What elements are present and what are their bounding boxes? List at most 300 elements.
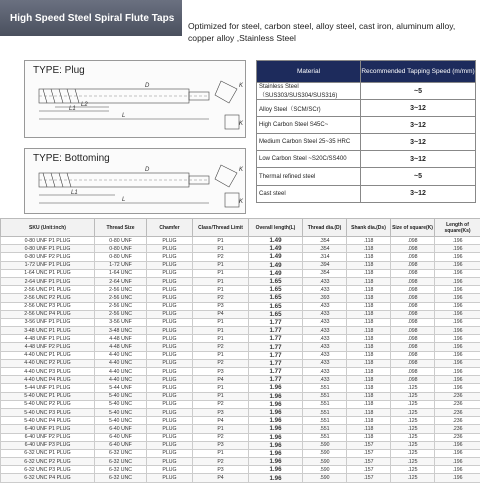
class-limit-cell: P3 <box>193 441 249 449</box>
overall-length-header: Overall length(L) <box>249 219 303 237</box>
shank-dia-cell: .157 <box>347 474 391 482</box>
sku-cell: 0-80 UNF P1 PLUG <box>1 245 95 253</box>
shank-dia-cell: .118 <box>347 335 391 343</box>
class-limit-cell: P3 <box>193 466 249 474</box>
shank-dia-cell: .118 <box>347 359 391 367</box>
overall-length-cell: 1.65 <box>249 286 303 294</box>
table-row <box>1 327 480 335</box>
chamfer-cell: PLUG <box>147 294 193 302</box>
square-size-cell: .125 <box>391 466 435 474</box>
thread-size-cell: 5-40 UNC <box>95 408 147 416</box>
table-row <box>1 343 480 351</box>
tapping-speed: 3~12 <box>361 185 476 202</box>
table-row <box>1 474 480 482</box>
chamfer-cell: PLUG <box>147 327 193 335</box>
thread-dia-cell: .551 <box>303 392 347 400</box>
chamfer-cell: PLUG <box>147 286 193 294</box>
thread-size-cell: 5-40 UNC <box>95 417 147 425</box>
product-description: Optimized for steel, carbon steel, alloy steel, cast iron, aluminum alloy, copper alloy ,Stainless Steel <box>188 20 478 44</box>
thread-size-cell: 5-40 UNC <box>95 392 147 400</box>
tapping-speed: 3~12 <box>361 134 476 151</box>
thread-dia-cell: .433 <box>303 302 347 310</box>
material-row <box>257 100 476 117</box>
dim-l1-label: L1 <box>69 106 76 112</box>
thread-dia-cell: .551 <box>303 400 347 408</box>
class-limit-cell: P1 <box>193 449 249 457</box>
overall-length-cell: 1.77 <box>249 343 303 351</box>
material-name: Stainless Steel（SUS303/SUS304/SUS316) <box>257 83 361 100</box>
class-limit-cell: P1 <box>193 261 249 269</box>
sku-cell: 5-40 UNC P3 PLUG <box>1 408 95 416</box>
thread-dia-cell: .551 <box>303 384 347 392</box>
square-size-cell: .125 <box>391 392 435 400</box>
chamfer-cell: PLUG <box>147 376 193 384</box>
sku-cell: 0-80 UNF P1 PLUG <box>1 237 95 245</box>
square-length-cell: .196 <box>435 474 480 482</box>
thread-dia-cell: .590 <box>303 441 347 449</box>
sku-cell: 3-48 UNC P1 PLUG <box>1 327 95 335</box>
sku-cell: 6-40 UNF P3 PLUG <box>1 441 95 449</box>
class-limit-cell: P3 <box>193 302 249 310</box>
tapping-speed: ~5 <box>361 83 476 100</box>
thread-dia-cell: .394 <box>303 261 347 269</box>
square-size-cell: .098 <box>391 286 435 294</box>
square-length-cell: .196 <box>435 277 480 285</box>
tapping-speed: 3~12 <box>361 151 476 168</box>
table-row <box>1 441 480 449</box>
square-length-cell: .196 <box>435 302 480 310</box>
square-length-cell: .196 <box>435 343 480 351</box>
class-limit-cell: P3 <box>193 408 249 416</box>
thread-size-cell: 1-64 UNC <box>95 269 147 277</box>
bottoming-diagram <box>24 148 246 214</box>
shank-dia-cell: .118 <box>347 384 391 392</box>
class-limit-cell: P1 <box>193 384 249 392</box>
class-limit-cell: P4 <box>193 474 249 482</box>
thread-size-cell: 6-32 UNC <box>95 466 147 474</box>
chamfer-cell: PLUG <box>147 253 193 261</box>
material-name: Cast steel <box>257 185 361 202</box>
table-row <box>1 433 480 441</box>
class-limit-cell: P2 <box>193 343 249 351</box>
chamfer-cell: PLUG <box>147 318 193 326</box>
sku-cell: 2-64 UNF P1 PLUG <box>1 277 95 285</box>
square-length-cell: .196 <box>435 368 480 376</box>
square-size-cell: .125 <box>391 449 435 457</box>
overall-length-cell: 1.96 <box>249 474 303 482</box>
thread-size-cell: 0-80 UNF <box>95 237 147 245</box>
thread-size-cell: 6-32 UNC <box>95 474 147 482</box>
shank-dia-cell: .118 <box>347 425 391 433</box>
square-length-cell: .196 <box>435 245 480 253</box>
square-length-cell: .196 <box>435 294 480 302</box>
overall-length-cell: 1.49 <box>249 237 303 245</box>
bottoming-type-label: TYPE: Bottoming <box>33 153 110 164</box>
table-row <box>1 294 480 302</box>
chamfer-cell: PLUG <box>147 269 193 277</box>
table-row <box>1 335 480 343</box>
square-length-cell: .196 <box>435 310 480 318</box>
thread-size-header: Thread Size <box>95 219 147 237</box>
tapping-speed: 3~12 <box>361 117 476 134</box>
shank-dia-cell: .118 <box>347 392 391 400</box>
dim-k-label: K <box>239 83 244 89</box>
shank-dia-cell: .118 <box>347 261 391 269</box>
shank-dia-cell: .118 <box>347 376 391 384</box>
overall-length-cell: 1.77 <box>249 359 303 367</box>
material-row <box>257 168 476 185</box>
square-size-cell: .098 <box>391 368 435 376</box>
square-size-cell: .098 <box>391 237 435 245</box>
table-row <box>1 302 480 310</box>
sku-cell: 6-32 UNC P3 PLUG <box>1 466 95 474</box>
thread-size-cell: 6-40 UNF <box>95 433 147 441</box>
shank-dia-cell: .118 <box>347 417 391 425</box>
overall-length-cell: 1.65 <box>249 310 303 318</box>
sku-cell: 1-72 UNF P1 PLUG <box>1 261 95 269</box>
shank-dia-cell: .118 <box>347 408 391 416</box>
shank-dia-cell: .118 <box>347 245 391 253</box>
shank-dia-cell: .118 <box>347 400 391 408</box>
dim-d-label: D <box>145 167 150 173</box>
square-size-cell: .098 <box>391 335 435 343</box>
table-row <box>1 261 480 269</box>
sku-cell: 4-40 UNC P2 PLUG <box>1 359 95 367</box>
tapping-speed: ~5 <box>361 168 476 185</box>
thread-dia-cell: .354 <box>303 237 347 245</box>
sku-cell: 5-40 UNC P1 PLUG <box>1 392 95 400</box>
class-limit-cell: P1 <box>193 269 249 277</box>
class-limit-cell: P2 <box>193 400 249 408</box>
thread-size-cell: 4-48 UNF <box>95 343 147 351</box>
chamfer-cell: PLUG <box>147 392 193 400</box>
materials-table <box>256 60 476 203</box>
class-limit-cell: P2 <box>193 359 249 367</box>
square-length-cell: .196 <box>435 458 480 466</box>
chamfer-cell: PLUG <box>147 408 193 416</box>
overall-length-cell: 1.77 <box>249 351 303 359</box>
thread-size-cell: 4-40 UNC <box>95 359 147 367</box>
overall-length-cell: 1.65 <box>249 302 303 310</box>
thread-dia-cell: .551 <box>303 425 347 433</box>
thread-dia-cell: .354 <box>303 245 347 253</box>
square-size-cell: .098 <box>391 359 435 367</box>
page-title: High Speed Steel Spiral Flute Taps <box>10 13 174 24</box>
materials-header-row <box>257 61 476 83</box>
shank-dia-cell: .118 <box>347 368 391 376</box>
class-limit-cell: P2 <box>193 253 249 261</box>
chamfer-cell: PLUG <box>147 277 193 285</box>
thread-dia-cell: .433 <box>303 343 347 351</box>
table-row <box>1 384 480 392</box>
thread-size-cell: 2-56 UNC <box>95 302 147 310</box>
table-row <box>1 269 480 277</box>
square-size-cell: .125 <box>391 417 435 425</box>
table-row <box>1 351 480 359</box>
overall-length-cell: 1.96 <box>249 408 303 416</box>
chamfer-cell: PLUG <box>147 433 193 441</box>
shank-dia-cell: .118 <box>347 327 391 335</box>
square-size-cell: .098 <box>391 294 435 302</box>
thread-dia-cell: .551 <box>303 408 347 416</box>
thread-size-cell: 0-80 UNF <box>95 245 147 253</box>
thread-size-cell: 6-40 UNF <box>95 441 147 449</box>
square-length-cell: .196 <box>435 384 480 392</box>
overall-length-cell: 1.49 <box>249 253 303 261</box>
thread-size-cell: 2-56 UNC <box>95 294 147 302</box>
thread-size-cell: 4-48 UNF <box>95 335 147 343</box>
overall-length-cell: 1.96 <box>249 417 303 425</box>
thread-dia-header: Thread dia.(D) <box>303 219 347 237</box>
overall-length-cell: 1.96 <box>249 449 303 457</box>
square-size-cell: .098 <box>391 310 435 318</box>
square-size-cell: .125 <box>391 408 435 416</box>
material-row <box>257 185 476 202</box>
sku-header-row <box>1 219 480 237</box>
class-limit-cell: P2 <box>193 458 249 466</box>
overall-length-cell: 1.96 <box>249 425 303 433</box>
thread-dia-cell: .551 <box>303 417 347 425</box>
overall-length-cell: 1.77 <box>249 335 303 343</box>
chamfer-cell: PLUG <box>147 449 193 457</box>
square-length-cell: .236 <box>435 425 480 433</box>
thread-size-cell: 1-72 UNF <box>95 261 147 269</box>
title-banner <box>0 0 182 36</box>
sku-cell: 4-48 UNF P1 PLUG <box>1 335 95 343</box>
square-length-cell: .196 <box>435 376 480 384</box>
sku-cell: 2-56 UNC P3 PLUG <box>1 302 95 310</box>
table-row <box>1 318 480 326</box>
sku-cell: 2-56 UNC P4 PLUG <box>1 310 95 318</box>
square-length-cell: .236 <box>435 433 480 441</box>
dim-l-label: L <box>122 113 125 119</box>
thread-size-cell: 5-44 UNF <box>95 384 147 392</box>
chamfer-cell: PLUG <box>147 425 193 433</box>
thread-dia-cell: .393 <box>303 294 347 302</box>
class-limit-cell: P1 <box>193 351 249 359</box>
class-limit-cell: P4 <box>193 417 249 425</box>
table-row <box>1 400 480 408</box>
square-size-cell: .098 <box>391 327 435 335</box>
sku-cell: 4-40 UNC P1 PLUG <box>1 351 95 359</box>
thread-dia-cell: .433 <box>303 327 347 335</box>
table-row <box>1 310 480 318</box>
square-length-cell: .196 <box>435 449 480 457</box>
chamfer-cell: PLUG <box>147 302 193 310</box>
table-row <box>1 392 480 400</box>
square-size-cell: .125 <box>391 425 435 433</box>
overall-length-cell: 1.96 <box>249 466 303 474</box>
square-length-cell: .196 <box>435 286 480 294</box>
square-size-cell: .098 <box>391 376 435 384</box>
square-size-header: Size of square(K) <box>391 219 435 237</box>
table-row <box>1 245 480 253</box>
thread-dia-cell: .590 <box>303 474 347 482</box>
chamfer-cell: PLUG <box>147 351 193 359</box>
sku-cell: 4-40 UNC P3 PLUG <box>1 368 95 376</box>
class-limit-cell: P1 <box>193 335 249 343</box>
class-limit-cell: P4 <box>193 376 249 384</box>
thread-dia-cell: .433 <box>303 335 347 343</box>
square-size-cell: .098 <box>391 343 435 351</box>
sku-cell: 5-44 UNF P1 PLUG <box>1 384 95 392</box>
chamfer-cell: PLUG <box>147 310 193 318</box>
shank-dia-cell: .118 <box>347 237 391 245</box>
chamfer-cell: PLUG <box>147 474 193 482</box>
thread-dia-cell: .551 <box>303 433 347 441</box>
square-length-cell: .196 <box>435 253 480 261</box>
square-size-cell: .125 <box>391 433 435 441</box>
thread-dia-cell: .433 <box>303 277 347 285</box>
thread-dia-cell: .433 <box>303 351 347 359</box>
table-row <box>1 449 480 457</box>
square-length-cell: .196 <box>435 441 480 449</box>
chamfer-cell: PLUG <box>147 466 193 474</box>
thread-size-cell: 4-40 UNC <box>95 376 147 384</box>
overall-length-cell: 1.49 <box>249 245 303 253</box>
square-length-cell: .236 <box>435 392 480 400</box>
table-row <box>1 425 480 433</box>
chamfer-cell: PLUG <box>147 417 193 425</box>
thread-size-cell: 3-48 UNC <box>95 327 147 335</box>
overall-length-cell: 1.96 <box>249 384 303 392</box>
thread-dia-cell: .433 <box>303 310 347 318</box>
sku-cell: 2-56 UNC P2 PLUG <box>1 294 95 302</box>
speed-header: Recommended Tapping Speed (m/mm) <box>361 61 476 83</box>
chamfer-cell: PLUG <box>147 261 193 269</box>
shank-dia-cell: .118 <box>347 343 391 351</box>
material-row <box>257 151 476 168</box>
square-size-cell: .098 <box>391 245 435 253</box>
sku-cell: 5-40 UNC P4 PLUG <box>1 417 95 425</box>
sku-cell: 4-40 UNC P4 PLUG <box>1 376 95 384</box>
square-length-cell: .196 <box>435 318 480 326</box>
square-length-cell: .236 <box>435 400 480 408</box>
chamfer-cell: PLUG <box>147 245 193 253</box>
class-limit-cell: P1 <box>193 245 249 253</box>
square-size-cell: .098 <box>391 253 435 261</box>
thread-size-cell: 6-32 UNC <box>95 458 147 466</box>
overall-length-cell: 1.77 <box>249 318 303 326</box>
class-limit-cell: P1 <box>193 392 249 400</box>
square-length-cell: .196 <box>435 237 480 245</box>
overall-length-cell: 1.77 <box>249 376 303 384</box>
thread-size-cell: 4-40 UNC <box>95 368 147 376</box>
chamfer-cell: PLUG <box>147 400 193 408</box>
sku-cell: 3-56 UNF P1 PLUG <box>1 318 95 326</box>
shank-dia-cell: .118 <box>347 253 391 261</box>
class-limit-cell: P2 <box>193 294 249 302</box>
square-length-cell: .196 <box>435 359 480 367</box>
thread-size-cell: 6-32 UNC <box>95 449 147 457</box>
thread-dia-cell: .314 <box>303 253 347 261</box>
sku-cell: 1-64 UNC P1 PLUG <box>1 269 95 277</box>
overall-length-cell: 1.77 <box>249 327 303 335</box>
overall-length-cell: 1.65 <box>249 277 303 285</box>
thread-size-cell: 0-80 UNF <box>95 253 147 261</box>
shank-dia-cell: .118 <box>347 351 391 359</box>
table-row <box>1 286 480 294</box>
class-limit-cell: P1 <box>193 286 249 294</box>
sku-cell: 6-32 UNC P4 PLUG <box>1 474 95 482</box>
sku-cell: 0-80 UNF P2 PLUG <box>1 253 95 261</box>
square-size-cell: .098 <box>391 269 435 277</box>
sku-table <box>0 218 480 483</box>
material-row <box>257 83 476 100</box>
class-limit-cell: P3 <box>193 368 249 376</box>
class-limit-cell: P1 <box>193 318 249 326</box>
thread-dia-cell: .590 <box>303 466 347 474</box>
square-size-cell: .098 <box>391 261 435 269</box>
table-row <box>1 253 480 261</box>
overall-length-cell: 1.65 <box>249 294 303 302</box>
shank-dia-cell: .118 <box>347 269 391 277</box>
dim-l2-label: L2 <box>81 102 88 108</box>
square-size-cell: .125 <box>391 441 435 449</box>
square-size-cell: .125 <box>391 458 435 466</box>
material-row <box>257 117 476 134</box>
square-size-cell: .098 <box>391 277 435 285</box>
square-length-cell: .196 <box>435 261 480 269</box>
overall-length-cell: 1.49 <box>249 269 303 277</box>
plug-diagram <box>24 60 246 138</box>
thread-size-cell: 3-56 UNF <box>95 318 147 326</box>
shank-dia-header: Shank dia.(Ds) <box>347 219 391 237</box>
overall-length-cell: 1.96 <box>249 400 303 408</box>
table-row <box>1 458 480 466</box>
tapping-speed: 3~12 <box>361 100 476 117</box>
material-name: Medium Carbon Steel 25~35 HRC <box>257 134 361 151</box>
table-row <box>1 237 480 245</box>
square-size-cell: .125 <box>391 400 435 408</box>
thread-dia-cell: .433 <box>303 286 347 294</box>
material-row <box>257 134 476 151</box>
thread-dia-cell: .433 <box>303 359 347 367</box>
sku-cell: 6-32 UNC P1 PLUG <box>1 449 95 457</box>
class-limit-cell: P1 <box>193 327 249 335</box>
square-size-cell: .098 <box>391 302 435 310</box>
thread-dia-cell: .433 <box>303 318 347 326</box>
shank-dia-cell: .157 <box>347 458 391 466</box>
class-limit-cell: P2 <box>193 433 249 441</box>
dim-k-label: K <box>239 167 244 173</box>
sku-cell: 5-40 UNC P2 PLUG <box>1 400 95 408</box>
bottoming-tap-drawing <box>25 149 247 215</box>
plug-tap-drawing <box>25 61 247 139</box>
sku-cell: 6-32 UNC P2 PLUG <box>1 458 95 466</box>
chamfer-cell: PLUG <box>147 343 193 351</box>
square-length-cell: .236 <box>435 417 480 425</box>
material-header: Material <box>257 61 361 83</box>
square-length-header: Length of square(Ks) <box>435 219 480 237</box>
overall-length-cell: 1.96 <box>249 392 303 400</box>
thread-size-cell: 2-56 UNC <box>95 286 147 294</box>
material-name: Thermal refined steel <box>257 168 361 185</box>
sku-header: SKU (Unit:inch) <box>1 219 95 237</box>
class-limit-header: Class/Thread Limit <box>193 219 249 237</box>
overall-length-cell: 1.77 <box>249 368 303 376</box>
dim-l-label: L <box>122 197 125 203</box>
sku-cell: 6-40 UNF P2 PLUG <box>1 433 95 441</box>
thread-size-cell: 5-40 UNC <box>95 400 147 408</box>
chamfer-cell: PLUG <box>147 368 193 376</box>
thread-size-cell: 2-56 UNC <box>95 310 147 318</box>
square-length-cell: .196 <box>435 269 480 277</box>
square-size-cell: .125 <box>391 384 435 392</box>
square-size-cell: .125 <box>391 474 435 482</box>
shank-dia-cell: .157 <box>347 449 391 457</box>
table-row <box>1 417 480 425</box>
